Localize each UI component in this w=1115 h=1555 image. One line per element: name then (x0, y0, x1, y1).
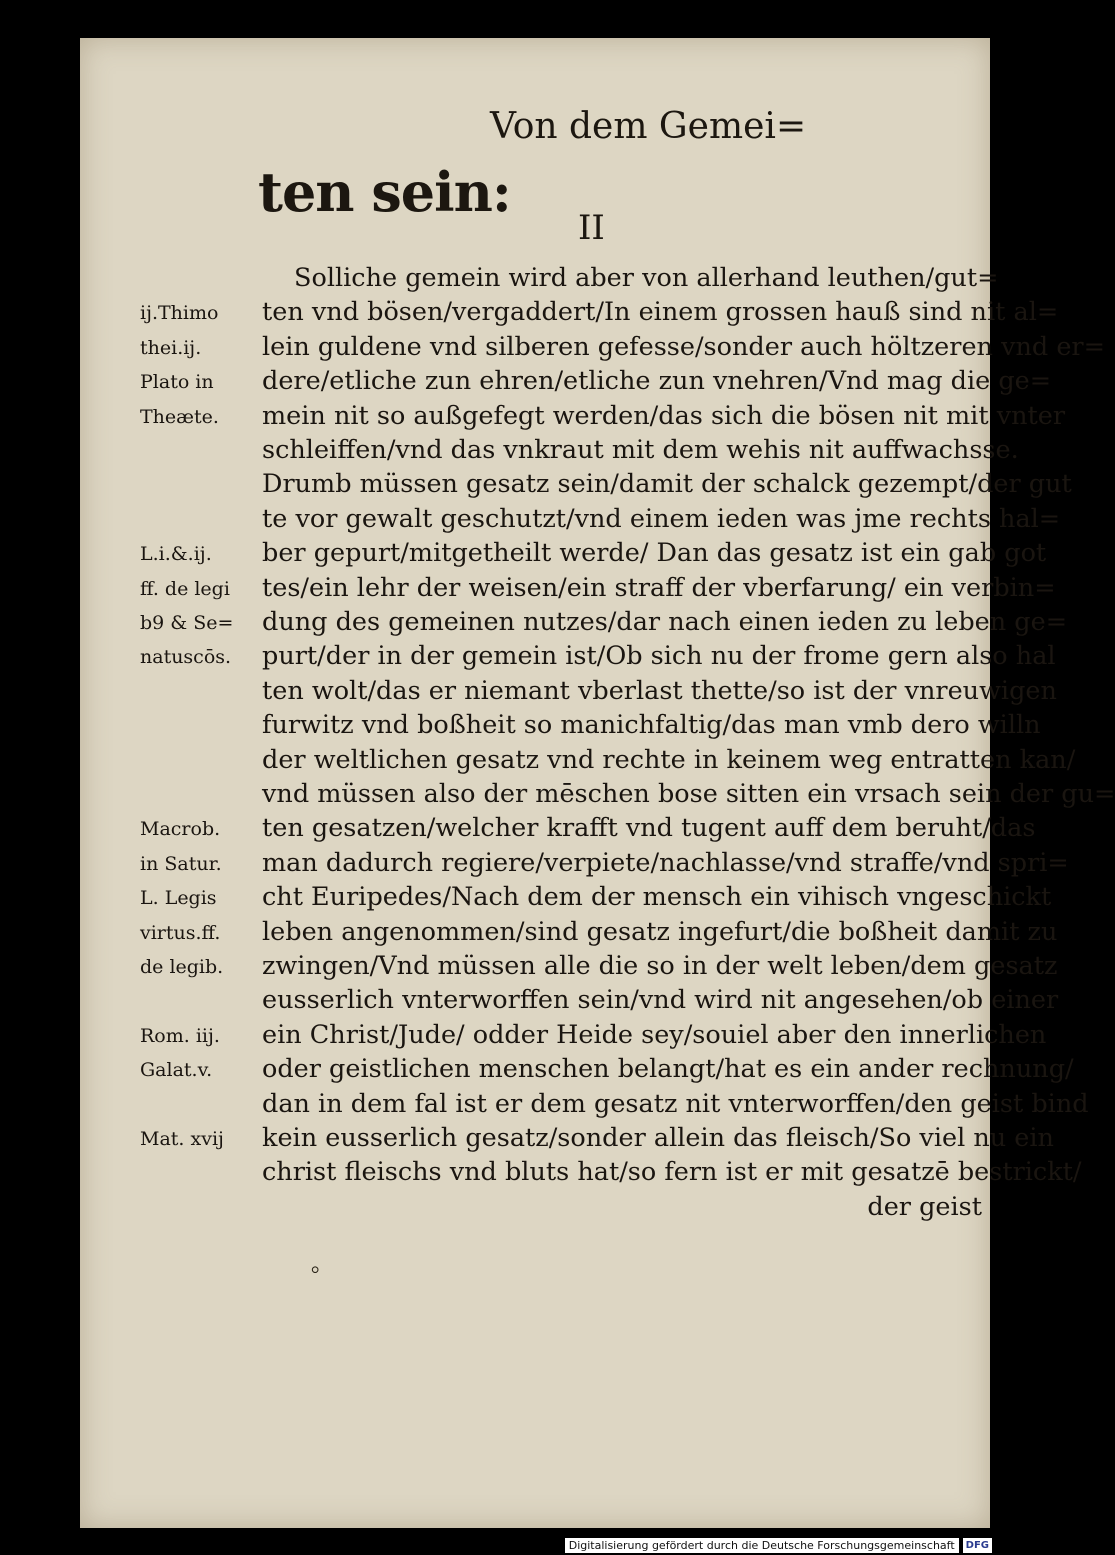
margin-note: Rom. iij. (140, 1024, 220, 1047)
margin-note: ff. de legi (140, 577, 230, 600)
text-line: Drumb müssen gesatz sein/damit der schalck gezempt/der gut (262, 469, 1072, 500)
text-line: purt/der in der gemein ist/Ob sich nu der frome gern also hal (262, 641, 1056, 672)
text-line: ein Christ/Jude/ odder Heide sey/souiel aber den innerlichen (262, 1019, 1047, 1050)
text-line: leben angenommen/sind gesatz ingefurt/die boßheit damit zu (262, 916, 1058, 947)
margin-note: de legib. (140, 956, 224, 978)
text-line: eusserlich vnterworffen sein/vnd wird nit angesehen/ob einer (262, 985, 1059, 1016)
running-header: Von dem Gemei= (490, 106, 807, 147)
text-line: schleiffen/vnd das vnkraut mit dem wehis nit auffwachsse. (262, 435, 1019, 465)
dfg-logo: DFG (963, 1538, 992, 1553)
text-line: man dadurch regiere/verpiete/nachlasse/vnd straffe/vnd spri= (262, 847, 1069, 878)
text-line: dan in dem fal ist er dem gesatz nit vnterworffen/den geist bind (262, 1088, 1089, 1119)
margin-note: thei.ij. (140, 336, 202, 359)
ink-mark: ⸰ (310, 1260, 321, 1281)
text-line: dere/etliche zun ehren/etliche zun vnehren/Vnd mag die ge= (262, 366, 1052, 397)
text-line: mein nit so außgefegt werden/das sich die bösen nit mit vnter (262, 400, 1066, 431)
margin-note: Plato in (140, 371, 214, 394)
text-line: ten vnd bösen/vergaddert/In einem grossen hauß sind nit al= (262, 297, 1059, 328)
margin-note: Mat. xvij (140, 1128, 224, 1150)
text-line: christ fleischs vnd bluts hat/so fern ist er mit gesatzē bestrickt/ (262, 1157, 1082, 1188)
text-line: ber gepurt/mitgetheilt werde/ Dan das gesatz ist ein gab got (262, 538, 1047, 569)
margin-note: L.i.&.ij. (140, 543, 212, 566)
margin-note: virtus.ff. (140, 921, 221, 944)
margin-note: natuscōs. (140, 646, 232, 669)
margin-note: L. Legis (140, 887, 217, 910)
text-line: oder geistlichen menschen belangt/hat es ein ander rechnung/ (262, 1054, 1074, 1085)
margin-note: ij.Thimo (140, 302, 219, 325)
text-line: cht Euripedes/Nach dem der mensch ein vihisch vngeschickt (262, 882, 1052, 913)
margin-note: Galat.v. (140, 1059, 213, 1082)
catchword: der geist (867, 1191, 982, 1222)
text-line: kein eusserlich gesatz/sonder allein das fleisch/So viel nu ein (262, 1123, 1054, 1153)
text-line: ten wolt/das er niemant vberlast thette/so ist der vnreuwigen (262, 675, 1057, 706)
text-line: te vor gewalt geschutzt/vnd einem ieden was jme rechts hal= (262, 503, 1061, 534)
text-line: Solliche gemein wird aber von allerhand leuthen/gut= (294, 263, 999, 293)
text-line: zwingen/Vnd müssen alle die so in der welt leben/dem gesatz (262, 951, 1058, 981)
text-line: der weltlichen gesatz vnd rechte in keinem weg entratten kan/ (262, 744, 1076, 775)
margin-note: Macrob. (140, 818, 221, 841)
text-line: furwitz vnd boßheit so manichfaltig/das man vmb dero willn (262, 710, 1041, 741)
text-line: ten gesatzen/welcher krafft vnd tugent auff dem beruht/das (262, 813, 1036, 844)
margin-note: b9 & Se= (140, 612, 234, 634)
text-line: lein guldene vnd silberen gefesse/sonder auch höltzeren vnd er= (262, 331, 1105, 362)
section-number: II (578, 208, 605, 248)
margin-note: in Satur. (140, 852, 222, 875)
margin-note: Theæte. (140, 405, 219, 428)
footer-credit: Digitalisierung gefördert durch die Deutsche Forschungsgemeinschaft (565, 1538, 959, 1553)
page-title: ten sein: (258, 160, 511, 224)
text-line: vnd müssen also der mēschen bose sitten ein vrsach sein der gu= (262, 779, 1115, 809)
text-line: dung des gemeinen nutzes/dar nach einen ieden zu leben ge= (262, 607, 1068, 637)
text-line: tes/ein lehr der weisen/ein straff der vberfarung/ ein verbin= (262, 572, 1056, 603)
footer (565, 1537, 992, 1553)
